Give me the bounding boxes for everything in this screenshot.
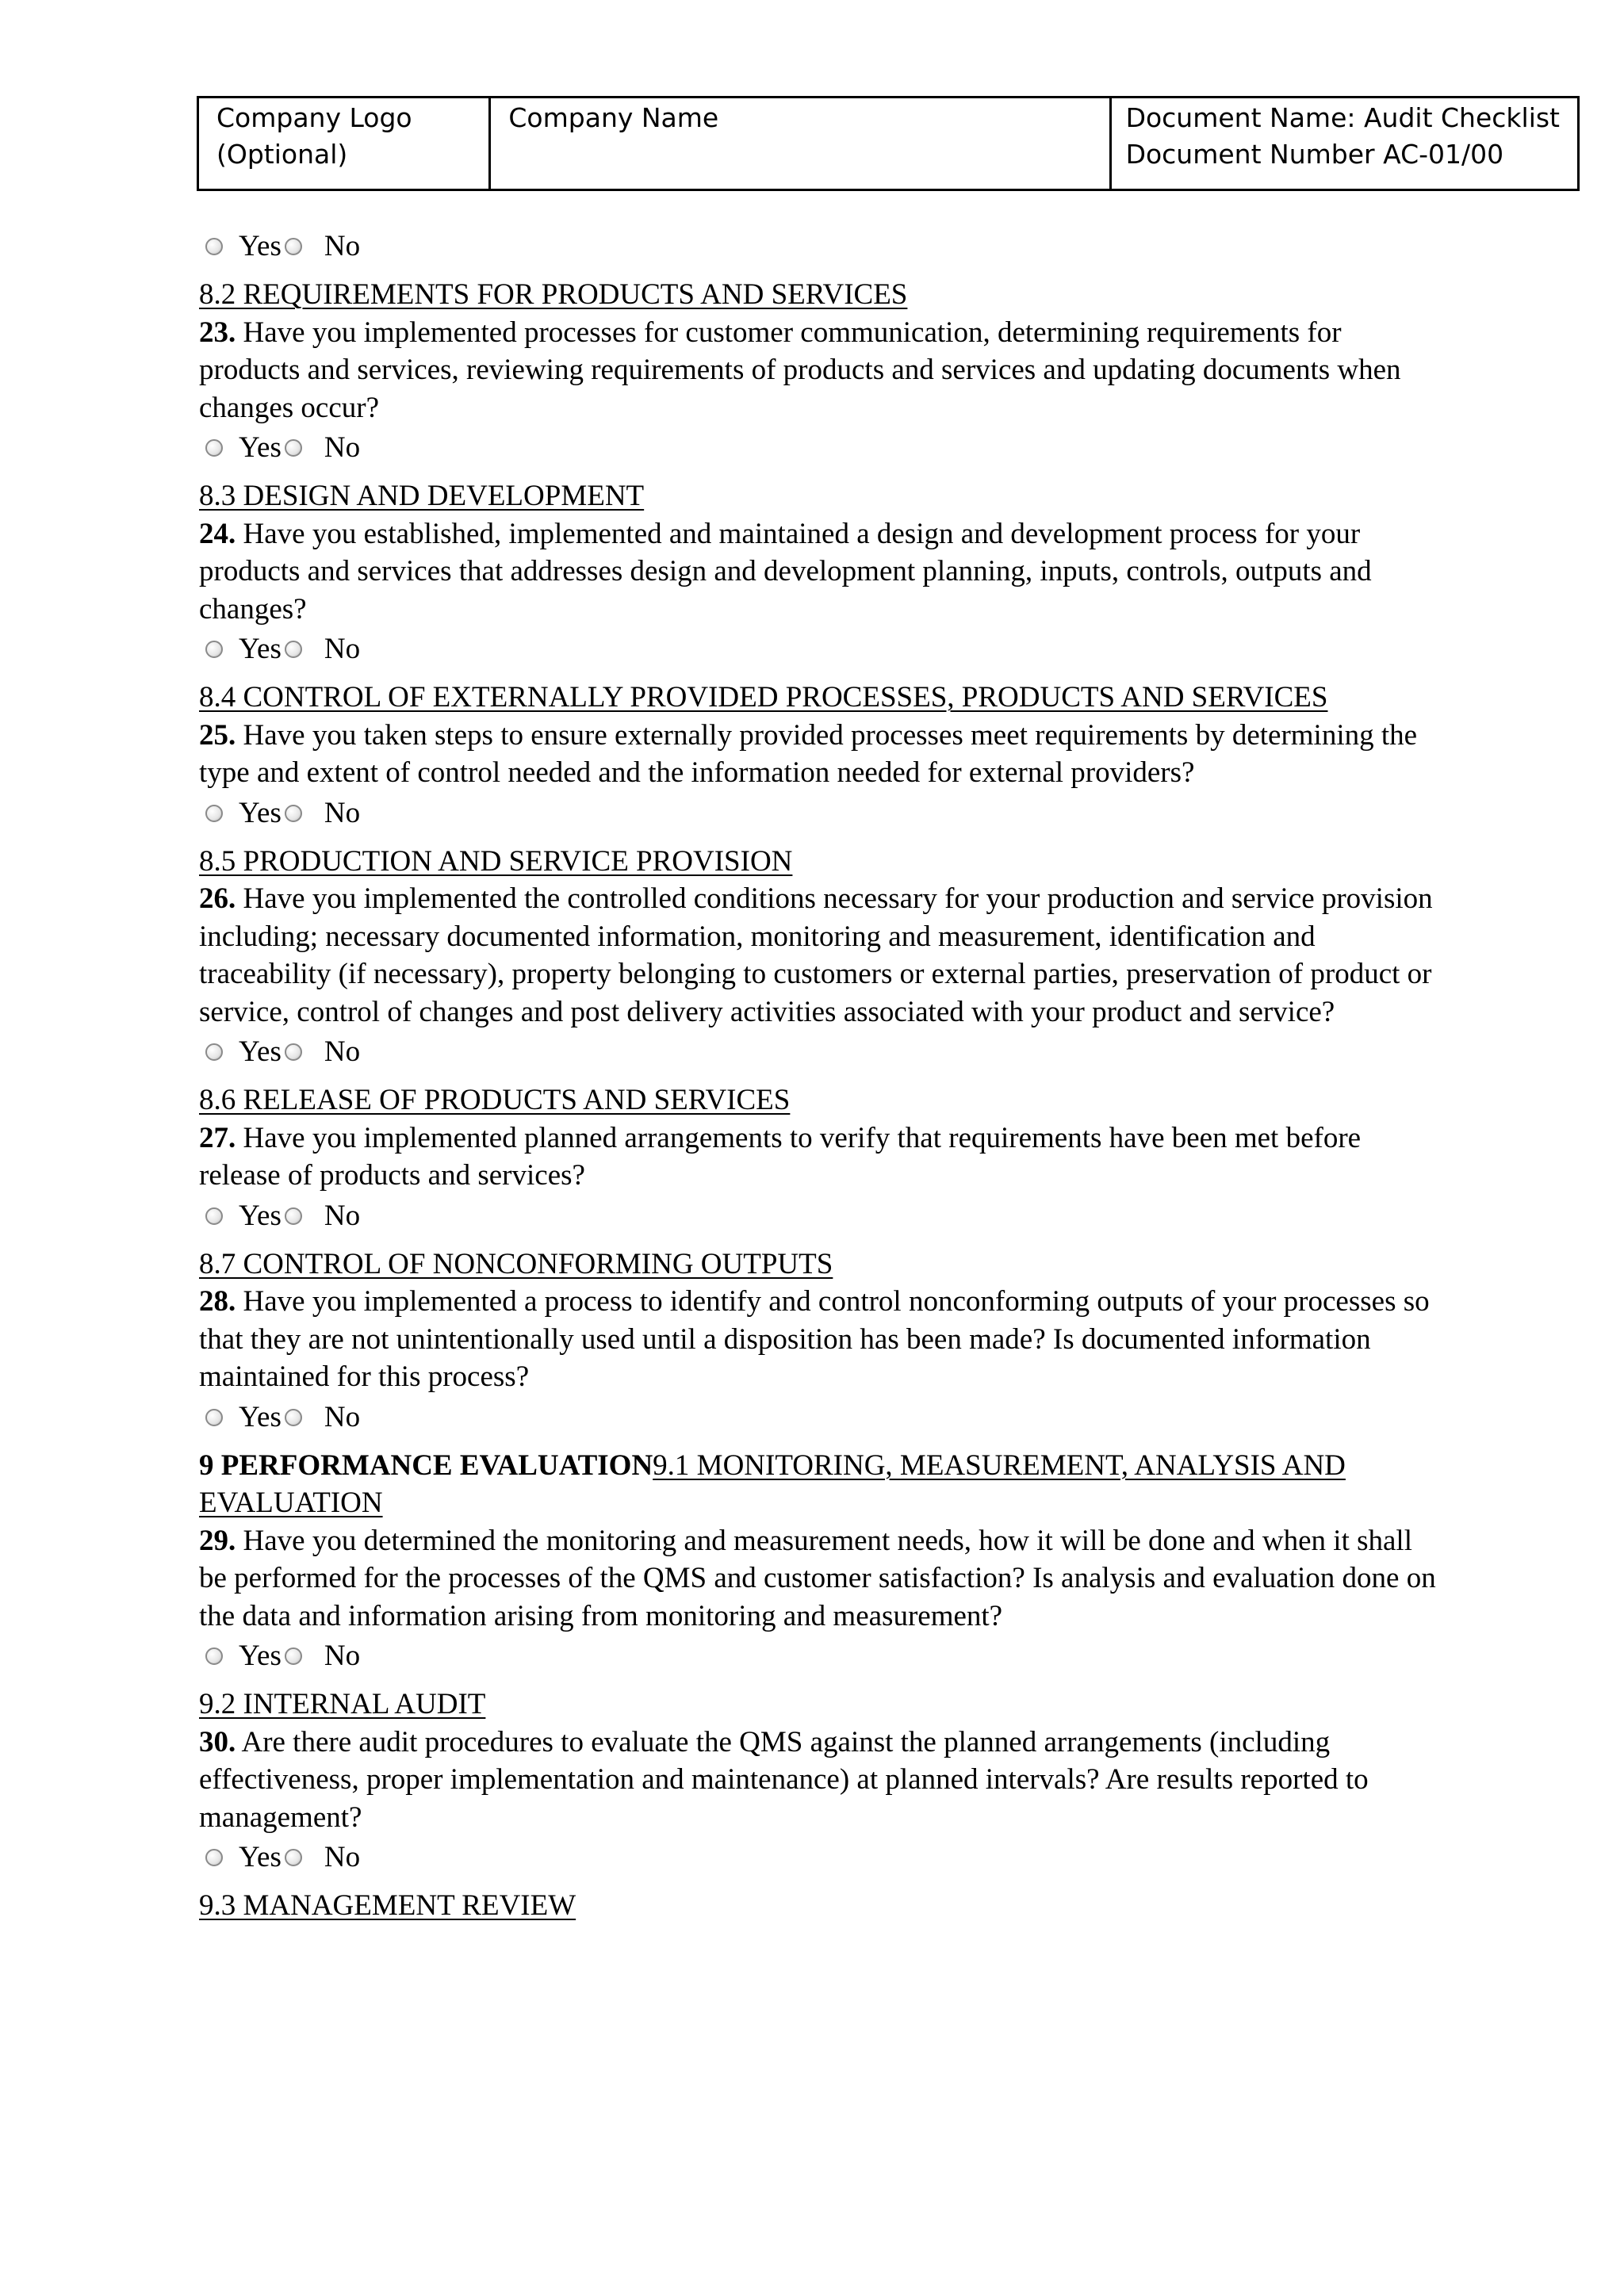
- no-label: No: [324, 796, 361, 829]
- yes-label: Yes: [239, 633, 282, 666]
- question-25: [199, 717, 1436, 792]
- question-number: 25.: [199, 718, 236, 752]
- company-name: Company Name: [508, 102, 719, 133]
- answer-row: [199, 794, 1436, 833]
- yes-radio[interactable]: [205, 805, 223, 822]
- section-heading: 8.3 DESIGN AND DEVELOPMENT: [199, 480, 645, 512]
- yes-radio[interactable]: [205, 439, 223, 457]
- question-24: [199, 515, 1436, 629]
- section-heading: 9.1 MONITORING, MEASUREMENT, ANALYSIS AND EVALUATION: [199, 1448, 1346, 1519]
- document-header-table: [197, 96, 1580, 191]
- yes-radio[interactable]: [205, 1043, 223, 1061]
- answer-row: [199, 227, 1436, 266]
- section-heading-combined: [199, 1447, 1436, 1522]
- section-heading: 8.5 PRODUCTION AND SERVICE PROVISION: [199, 844, 793, 878]
- no-label: No: [324, 633, 361, 666]
- question-23: [199, 314, 1436, 427]
- question-text: Have you implemented planned arrangements to verify that requirements have been met before release of products and services?: [199, 1121, 1362, 1192]
- question-text: Have you determined the monitoring and measurement needs, how it will be done and when it shall be performed for the processes of the QMS and customer satisfaction? Is analysis and evaluation done on the data and information arising from monitoring and measurement?: [199, 1524, 1436, 1632]
- chapter-heading: 9 PERFORMANCE EVALUATION: [199, 1448, 653, 1482]
- no-radio[interactable]: [285, 1409, 302, 1426]
- yes-label: Yes: [239, 796, 282, 829]
- yes-label: Yes: [239, 1841, 282, 1874]
- answer-row: [199, 1398, 1436, 1437]
- question-number: 29.: [199, 1524, 236, 1557]
- answer-row: [199, 428, 1436, 468]
- document-info-cell: [1109, 98, 1577, 189]
- yes-radio[interactable]: [205, 1647, 223, 1665]
- company-logo-cell: [199, 98, 488, 189]
- yes-radio[interactable]: [205, 1409, 223, 1426]
- section-heading: 8.2 REQUIREMENTS FOR PRODUCTS AND SERVICES: [199, 278, 908, 311]
- answer-row: [199, 1838, 1436, 1877]
- no-radio[interactable]: [285, 1207, 302, 1225]
- section-heading: 9.2 INTERNAL AUDIT: [199, 1688, 486, 1720]
- yes-label: Yes: [239, 1640, 282, 1673]
- question-number: 23.: [199, 316, 236, 349]
- answer-row: [199, 629, 1436, 669]
- no-label: No: [324, 1199, 361, 1232]
- no-label: No: [324, 1841, 361, 1874]
- company-logo-optional: (Optional): [216, 139, 348, 170]
- question-27: [199, 1119, 1436, 1195]
- yes-label: Yes: [239, 431, 282, 465]
- no-radio[interactable]: [285, 439, 302, 457]
- no-radio[interactable]: [285, 805, 302, 822]
- no-label: No: [324, 431, 361, 465]
- document-name: Document Name: Audit Checklist: [1125, 102, 1560, 133]
- question-text: Are there audit procedures to evaluate the QMS against the planned arrangements (including effectiveness, proper implementation and maintenance) at planned intervals? Are results reported to management?: [199, 1725, 1369, 1834]
- company-name-cell: [488, 98, 1109, 189]
- question-number: 24.: [199, 517, 236, 550]
- yes-label: Yes: [239, 230, 282, 263]
- question-number: 27.: [199, 1121, 236, 1154]
- answer-row: [199, 1196, 1436, 1236]
- question-text: Have you implemented the controlled conditions necessary for your production and service provision including; necessary documented information, monitoring and measurement, identification and traceability (if necessary), property belonging to customers or external parties, preservation of product or service, control of changes and post delivery activities associated with your product and service?: [199, 882, 1433, 1028]
- yes-radio[interactable]: [205, 1207, 223, 1225]
- no-label: No: [324, 1640, 361, 1673]
- question-text: Have you implemented a process to identify and control nonconforming outputs of your processes so that they are not unintentionally used until a disposition has been made? Is documented information maintained for this process?: [199, 1285, 1430, 1393]
- section-heading: 8.7 CONTROL OF NONCONFORMING OUTPUTS: [199, 1247, 833, 1280]
- no-radio[interactable]: [285, 1849, 302, 1866]
- no-radio[interactable]: [285, 1043, 302, 1061]
- answer-row: [199, 1032, 1436, 1072]
- yes-label: Yes: [239, 1400, 282, 1433]
- yes-radio[interactable]: [205, 1849, 223, 1866]
- question-text: Have you implemented processes for customer communication, determining requirements for products and services, reviewing requirements of products and services and updating documents when changes occur?: [199, 316, 1401, 424]
- question-number: 28.: [199, 1285, 236, 1318]
- section-heading: 8.6 RELEASE OF PRODUCTS AND SERVICES: [199, 1084, 791, 1116]
- question-26: [199, 880, 1436, 1031]
- yes-label: Yes: [239, 1035, 282, 1069]
- question-28: [199, 1283, 1436, 1396]
- yes-label: Yes: [239, 1199, 282, 1232]
- question-number: 30.: [199, 1725, 236, 1758]
- no-radio[interactable]: [285, 1647, 302, 1665]
- checklist-content: [199, 227, 1436, 1925]
- yes-radio[interactable]: [205, 238, 223, 255]
- no-label: No: [324, 230, 361, 263]
- question-text: Have you taken steps to ensure externally provided processes meet requirements by determining the type and extent of control needed and the information needed for external providers?: [199, 718, 1418, 789]
- question-text: Have you established, implemented and maintained a design and development process for your products and services that addresses design and development planning, inputs, controls, outputs and changes?: [199, 517, 1372, 626]
- question-30: [199, 1724, 1436, 1837]
- no-radio[interactable]: [285, 641, 302, 658]
- question-number: 26.: [199, 882, 236, 915]
- answer-row: [199, 1636, 1436, 1676]
- company-logo-label: Company Logo: [216, 102, 412, 133]
- no-label: No: [324, 1400, 361, 1433]
- no-label: No: [324, 1035, 361, 1069]
- section-heading: 8.4 CONTROL OF EXTERNALLY PROVIDED PROCESSES, PRODUCTS AND SERVICES: [199, 681, 1328, 714]
- question-29: [199, 1522, 1436, 1636]
- section-heading: 9.3 MANAGEMENT REVIEW: [199, 1889, 576, 1922]
- no-radio[interactable]: [285, 238, 302, 255]
- document-number: Document Number AC-01/00: [1125, 139, 1504, 170]
- yes-radio[interactable]: [205, 641, 223, 658]
